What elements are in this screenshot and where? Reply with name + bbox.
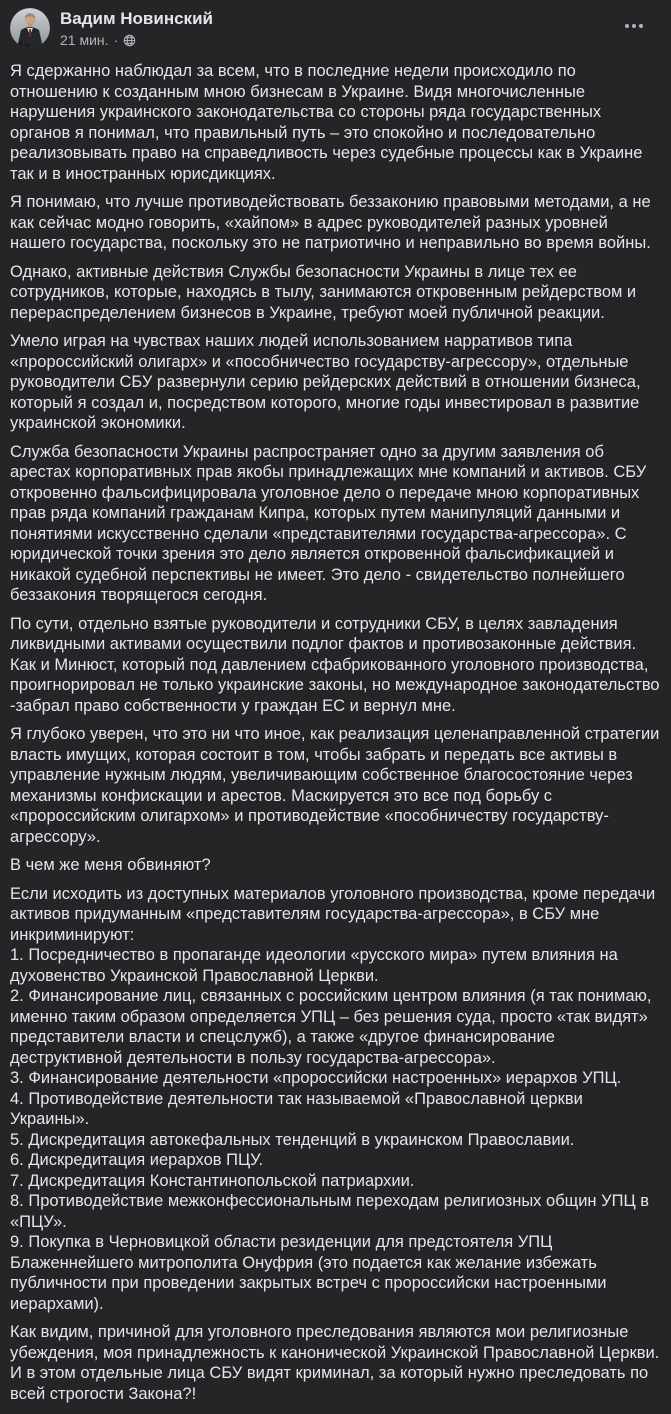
accusation-item: 3. Финансирование деятельности «пророссийски настроенных» иерархов УПЦ. — [10, 1069, 622, 1087]
post-paragraph: Я глубоко уверен, что это ни что иное, как реализация целенаправленной стратегии власть имущих, которая состоит в том, чтобы забрать и передать все активы в управление нужным людям, увеличивающим собственное благосостояние через механизмы конфискации и арестов. Маскируется это все под борьбу с «пророссийским олигархом» и противодействие «пособничеству государству-агрессору». — [10, 725, 660, 846]
timestamp[interactable]: 21 мин. — [60, 32, 109, 48]
post-paragraph: Служба безопасности Украины распространяет одно за другим заявления об арестах корпоративных прав якобы принадлежащих мне компаний и активов. СБУ откровенно фальсифицировала уголовное дело о передаче мною корпоративных прав ряда компаний гражданам Кипра, которых путем манипуляций данными и понятиями искусственно сделали «представителями государства-агрессора». С юридической точки зрения это дело является откровенной фальсификацией и никакой судебной перспективы не имеет. Это дело - свидетельство полнейшего беззакония творящегося сегодня. — [10, 442, 647, 604]
more-options-button[interactable] — [619, 18, 649, 34]
accusation-item: 5. Дискредитация автокефальных тенденций в украинском Православии. — [10, 1130, 575, 1149]
accusation-item: 2. Финансирование лиц, связанных с российским центром влияния (я так понимаю, именно таким образом определяется УПЦ – без решения суда, просто «так видят» представители власти и спецслужб), а также «другое финансирование деструктивной деятельности в пользу государства-агрессора». — [10, 987, 652, 1067]
header-info — [60, 8, 619, 49]
post-header — [0, 0, 671, 53]
post-paragraph: Однако, активные действия Службы безопасности Украины в лице тех ее сотрудников, которые, находясь в тылу, занимаются откровенным рейдерством и перераспределением бизнесов в Украине, требуют моей публичной реакции. — [10, 262, 637, 322]
post-body — [0, 53, 671, 1414]
author-name[interactable]: Вадим Новинский — [60, 9, 213, 28]
accusation-item: 9. Покупка в Черновицкой области резиденции для предстоятеля УПЦ Блаженнейшего митрополита Онуфрия (это подается как желание избежать публичности при проведении закрытых встреч с пророссийски настроенными иерархами). — [10, 1233, 607, 1313]
avatar-photo — [10, 8, 50, 48]
post-paragraph-question: В чем же меня обвиняют? — [10, 856, 211, 874]
globe-icon — [123, 34, 136, 47]
meta-separator: · — [113, 32, 119, 48]
post-paragraph-list-intro: Если исходить из доступных материалов уголовного производства, кроме передачи активов придуманным «представителям государства-агрессора», в СБУ мне инкриминируют: — [10, 884, 656, 944]
avatar[interactable] — [10, 8, 50, 48]
accusations-list — [10, 945, 661, 1314]
accusation-item: 1. Посредничество в пропаганде идеологии «русского мира» путем влияния на духовенство Украинской Православной Церкви. — [10, 946, 618, 985]
ellipsis-icon — [625, 24, 643, 28]
accusation-item: 6. Дискредитация иерархов ПЦУ. — [10, 1151, 264, 1169]
post-paragraph: Я сдержанно наблюдал за всем, что в последние недели происходило по отношению к созданным мною бизнесам в Украине. Видя многочисленные нарушения украинского законодательства со стороны ряда государственных органов я понимал, что правильный путь – это спокойно и последовательно реализовывать право на справедливость через судебные процессы как в Украине так и в иностранных юрисдикциях. — [10, 62, 643, 183]
accusation-item: 4. Противодействие деятельности так называемой «Православной церкви Украины». — [10, 1089, 583, 1128]
post-meta — [60, 31, 619, 49]
post-paragraph: По сути, отдельно взятые руководители и сотрудники СБУ, в целях завладения ликвидными активами осуществили подлог фактов и противозаконные действия. Как и Минюст, который под давлением сфабрикованного уголовного производства, проигнорировал не только украинские законы, но международное законодательство -забрал право собственности у граждан ЕС и вернул мне. — [10, 614, 660, 715]
post-closing-paragraph: Как видим, причиной для уголовного преследования являются мои религиозные убеждения, моя принадлежность к канонической Украинской Православной Церкви. И в этом отдельные лица СБУ видят криминал, за который нужно преследовать по всей строгости Закона?! — [10, 1323, 660, 1403]
post-paragraph: Умело играя на чувствах наших людей использованием нарративов типа «пророссийский олигарх» и «пособничество государству-агрессору», отдельные руководители СБУ развернули серию рейдерских действий в отношении бизнеса, который я создал и, посредством которого, многие годы инвестировал в развитие украинской экономики. — [10, 332, 641, 432]
post-paragraph: Я понимаю, что лучше противодействовать беззаконию правовыми методами, а не как сейчас модно говорить, «хайпом» в адрес руководителей разных уровней нашего государства, поскольку это не патриотично и неправильно во время войны. — [10, 193, 651, 252]
accusation-item: 8. Противодействие межконфессиональным переходам религиозных общин УПЦ в «ПЦУ». — [10, 1192, 650, 1231]
accusation-item: 7. Дискредитация Константинопольской патриархии. — [10, 1171, 415, 1190]
